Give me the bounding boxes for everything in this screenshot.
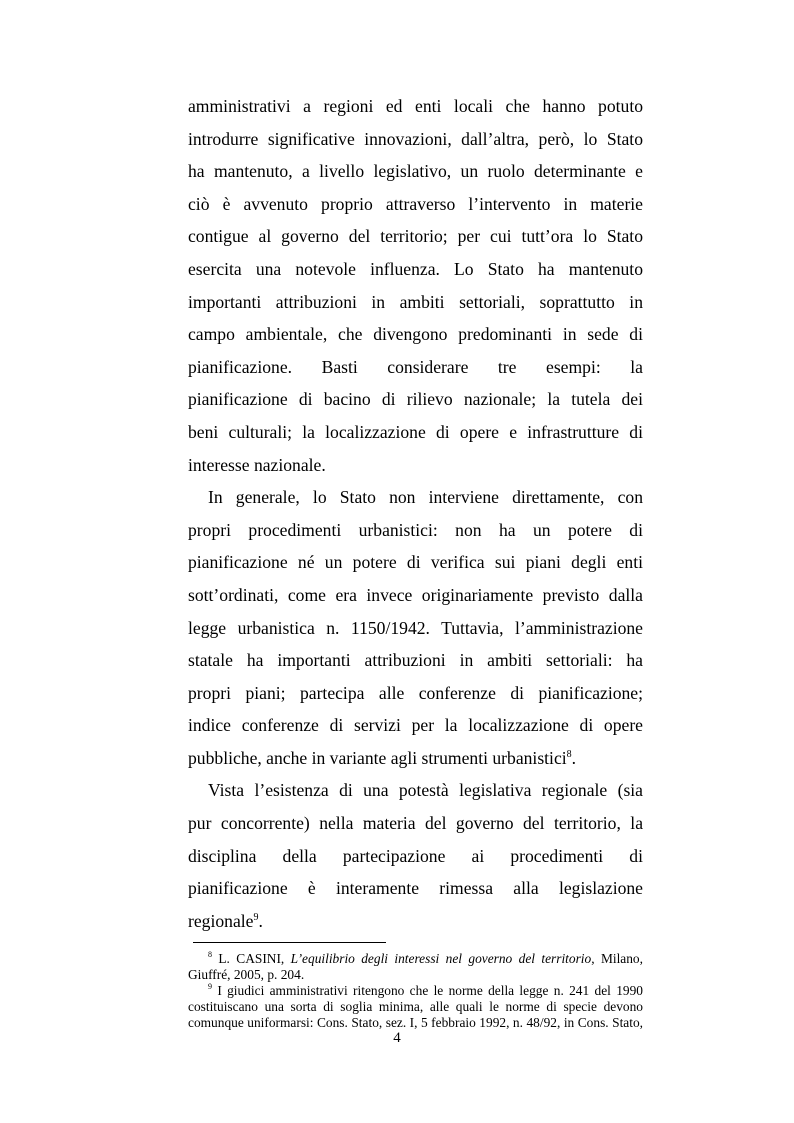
paragraph-3 [188,774,643,937]
footnote-line [188,951,643,967]
text-line: indice conferenze di servizi per la localizzazione di opere [188,715,643,736]
text-line: campo ambientale, che divengono predominanti in sede di [188,324,643,345]
footnote-9 [188,983,643,1031]
text-line: disciplina della partecipazione ai procedimenti di [188,845,643,866]
text-line: ha mantenuto, a livello legislativo, un ruolo determinante e [188,161,643,182]
footnote-line [188,983,643,999]
footnote-8 [188,951,643,983]
footnote-author: L. CASINI, [218,951,291,966]
text-line: Vista l’esistenza di una potestà legislativa regionale (sia [208,780,643,801]
text-line: amministrativi a regioni ed enti locali che hanno potuto [188,96,643,116]
paragraph-1 [188,90,643,481]
text-line: esercita una notevole influenza. Lo Stato ha mantenuto [188,258,643,279]
body-text [188,90,643,937]
punctuation: . [258,910,263,931]
text-line: pianificazione di bacino di rilievo nazionale; la tutela dei [188,389,643,410]
text-line: contigue al governo del territorio; per cui tutt’ora lo Stato [188,226,643,247]
footnote-line: Giuffré, 2005, p. 204. [188,967,305,982]
footnote-text: , Milano, [591,951,643,966]
text-line: legge urbanistica n. 1150/1942. Tuttavia, l’amministrazione [188,617,643,638]
text-line: propri piani; partecipa alle conferenze di pianificazione; [188,682,643,703]
text-line: interesse nazionale. [188,454,326,475]
footnote-line: comunque uniformarsi: Cons. Stato, sez. I, 5 febbraio 1992, n. 48/92, in Cons. Stato, [188,1015,643,1030]
page-number: 4 [393,1030,401,1046]
text-line [188,742,643,775]
footnote-ref-9[interactable]: 9 [253,911,259,923]
text-line: pur concorrente) nella materia del governo del territorio, la [188,813,643,834]
footnote-text: I giudici amministrativi ritengono che le norme della legge n. 241 del 1990 [217,983,643,998]
punctuation: . [571,747,577,768]
text-line: propri procedimenti urbanistici: non ha un potere di [188,519,643,540]
footnote-ref-8[interactable]: 8 [566,748,572,760]
footnote-marker: 8 [208,950,212,959]
text-fragment: pubbliche, anche in variante agli strumenti urbanistici [188,747,567,768]
text-line [188,905,643,938]
text-line: pianificazione è interamente rimessa alla legislazione [188,878,643,899]
paragraph-2 [188,481,643,774]
footnote-separator [193,942,386,943]
text-line: In generale, lo Stato non interviene direttamente, con [208,487,643,508]
text-line: statale ha importanti attribuzioni in ambiti settoriali: ha [188,650,643,671]
text-line: pianificazione. Basti considerare tre esempi: la [188,356,643,377]
text-line: pianificazione né un potere di verifica sui piani degli enti [188,552,643,573]
text-line: importanti attribuzioni in ambiti settoriali, soprattutto in [188,291,643,312]
text-fragment: regionale [188,910,254,931]
footnote-line: costituiscano una sorta di soglia minima, alle quali le norme di specie devono [188,999,643,1014]
text-line: introdurre significative innovazioni, dall’altra, però, lo Stato [188,128,643,149]
text-line: sott’ordinati, come era invece originariamente previsto dalla [188,584,643,605]
text-line: beni culturali; la localizzazione di opere e infrastrutture di [188,421,643,442]
footnote-title: L’equilibrio degli interessi nel governo del territorio [290,951,592,966]
text-line: ciò è avvenuto proprio attraverso l’intervento in materie [188,193,643,214]
footnote-marker: 9 [208,982,212,991]
